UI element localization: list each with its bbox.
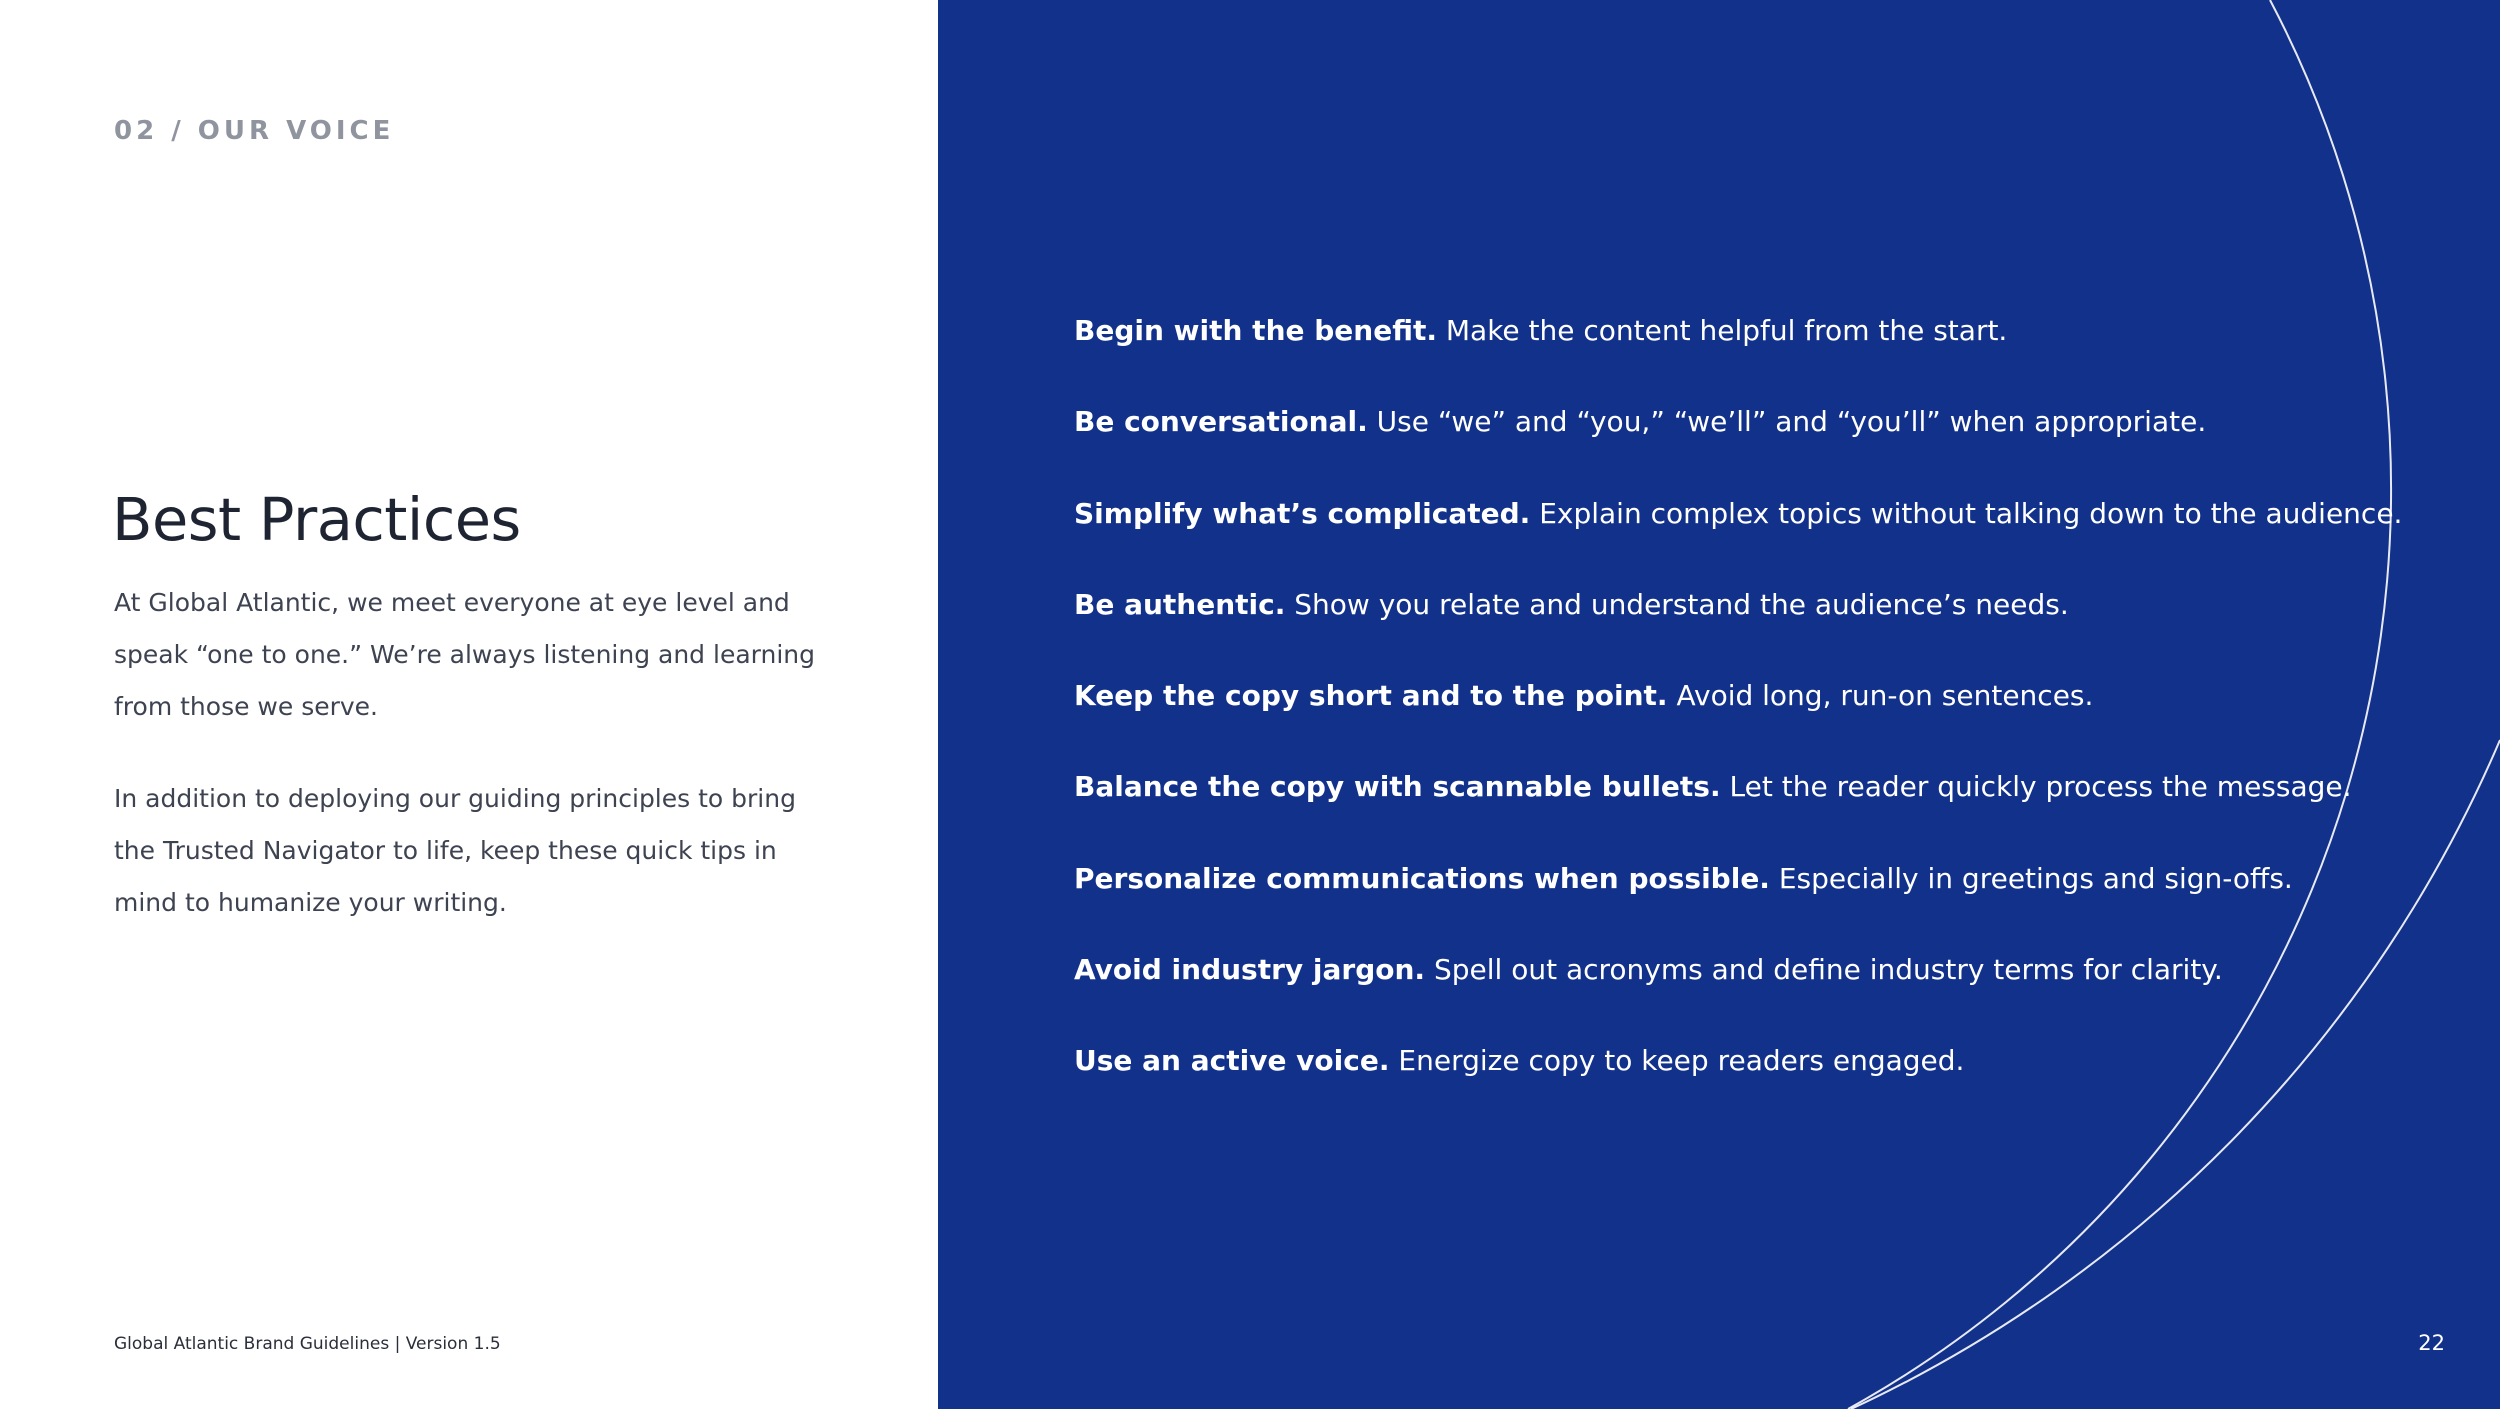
section-label: 02 / OUR VOICE — [114, 116, 395, 146]
tip-text: Spell out acronyms and define industry terms for clarity. — [1425, 953, 2223, 987]
left-panel — [0, 0, 938, 1409]
tip-item — [1074, 674, 2402, 765]
tip-item — [1074, 948, 2402, 1039]
intro-paragraph: At Global Atlantic, we meet everyone at eye level and speak “one to one.” We’re always listening and learning from those we serve. — [114, 588, 815, 721]
page-number: 22 — [2418, 1331, 2445, 1355]
tip-heading: Personalize communications when possible. — [1074, 861, 1770, 895]
tip-heading: Avoid industry jargon. — [1074, 953, 1426, 987]
tip-text: Energize copy to keep readers engaged. — [1389, 1044, 1965, 1078]
tip-text: Make the content helpful from the start. — [1436, 314, 2008, 347]
tips-intro-paragraph: In addition to deploying our guiding principles to bring the Trusted Navigator to life, keep these quick tips in mind to humanize your writing. — [114, 784, 796, 917]
right-panel — [938, 0, 2500, 1409]
tip-item — [1074, 765, 2402, 856]
tip-text: Especially in greetings and sign-offs. — [1769, 861, 2293, 895]
tip-item — [1074, 492, 2402, 583]
tip-item — [1074, 583, 2402, 674]
tip-text: Explain complex topics without talking down to the audience. — [1530, 496, 2403, 530]
tip-item — [1074, 857, 2402, 948]
tip-item — [1074, 400, 2402, 491]
tip-item — [1074, 309, 2402, 400]
tip-heading: Be authentic. — [1074, 587, 1286, 621]
tip-text: Avoid long, run-on sentences. — [1667, 679, 2094, 713]
tip-item — [1074, 1039, 2402, 1130]
tip-heading: Begin with the benefit. — [1074, 314, 1437, 347]
tip-text: Let the reader quickly process the message. — [1720, 770, 2352, 804]
tip-heading: Be conversational. — [1074, 405, 1368, 439]
tip-heading: Balance the copy with scannable bullets. — [1074, 770, 1721, 804]
footer-document-info: Global Atlantic Brand Guidelines | Version 1.5 — [114, 1334, 501, 1354]
tip-heading: Keep the copy short and to the point. — [1074, 679, 1668, 713]
page-title: Best Practices — [112, 485, 521, 554]
tip-heading: Use an active voice. — [1074, 1044, 1390, 1078]
tip-heading: Simplify what’s complicated. — [1074, 496, 1531, 530]
tip-text: Show you relate and understand the audience’s needs. — [1285, 587, 2069, 621]
tips-list — [1074, 309, 2402, 1131]
tip-text: Use “we” and “you,” “we’ll” and “you’ll” when appropriate. — [1367, 405, 2207, 439]
